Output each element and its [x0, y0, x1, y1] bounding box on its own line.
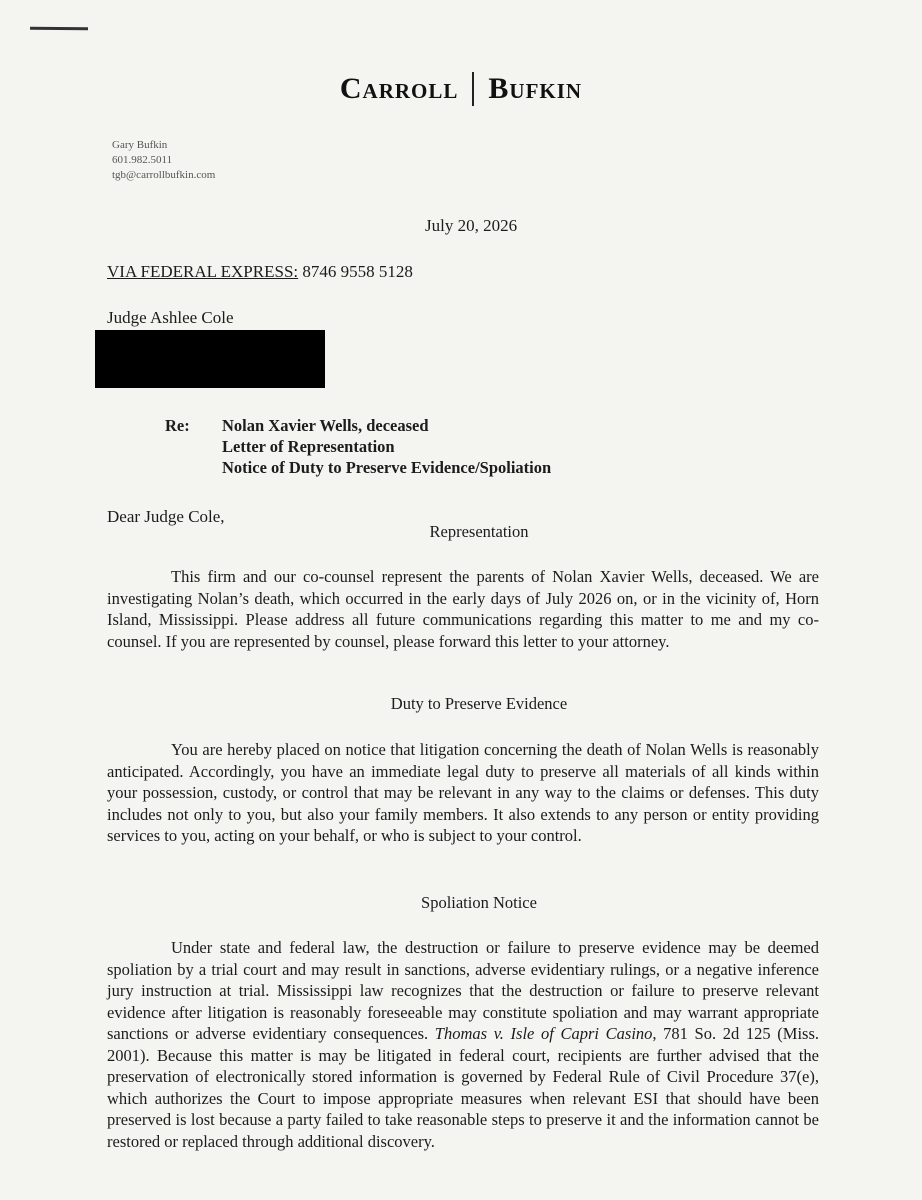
subject-line: Letter of Representation [222, 437, 395, 456]
sender-email: tgb@carrollbufkin.com [112, 169, 216, 181]
subject-line: Nolan Xavier Wells, deceased [222, 416, 429, 435]
section-heading: Spoliation Notice [421, 893, 537, 912]
section-heading: Representation [429, 522, 529, 541]
paragraph-text: , 781 So. 2d 125 (Miss. 2001). Because this matter is may be litigated in federal court, recipients are further advised that the preservation of electronically stored information is governed by Federal Rule of Civil Procedure 37(e), which authorizes the Court to impose appropriate measures when relevant ESI that should have been preserved is lost because a party failed to take reasonable steps to preserve it and the information cannot be restored or replaced through additional discovery. [107, 1024, 819, 1151]
letter-date: July 20, 2026 [425, 216, 518, 235]
corner-mark [30, 27, 88, 31]
re-label: Re: [165, 416, 190, 435]
tracking-number: 8746 9558 5128 [302, 262, 413, 281]
subject-block [165, 415, 551, 478]
section-paragraph: You are hereby placed on notice that litigation concerning the death of Nolan Wells is reasonably anticipated. Accordingly, you have an immediate legal duty to preserve all materials of all kinds within your possession, custody, or control that may be relevant in any way to the claims or defenses. This duty includes not only to you, but also your family members. It also extends to any person or entity providing services to you, acting on your behalf, or who is subject to your control. [107, 740, 819, 845]
letterhead-divider [472, 72, 474, 106]
letterhead [0, 72, 922, 106]
section-heading: Duty to Preserve Evidence [390, 694, 568, 713]
delivery-line [107, 262, 413, 282]
section-paragraph: This firm and our co-counsel represent the parents of Nolan Xavier Wells, deceased. We are investigating Nolan’s death, which occurred in the early days of July 2026 on, or in the vicinity of, Horn Island, Mississippi. Please address all future communications regarding this matter to me and my co-counsel. If you are represented by counsel, please forward this letter to your attorney. [107, 567, 819, 651]
sender-block [112, 138, 215, 183]
redaction-box [95, 330, 325, 388]
addressee-name: Judge Ashlee Cole [107, 308, 234, 327]
section-paragraph [107, 937, 819, 1152]
subject-line: Notice of Duty to Preserve Evidence/Spoliation [222, 458, 552, 477]
salutation: Dear Judge Cole, [107, 507, 225, 526]
delivery-method: VIA FEDERAL EXPRESS: [107, 262, 299, 281]
letterhead-right: Bufkin [488, 72, 583, 105]
sender-name: Gary Bufkin [112, 139, 168, 151]
case-citation: Thomas v. Isle of Capri Casino [434, 1024, 653, 1043]
letterhead-left: Carroll [339, 72, 459, 105]
paragraph-text: Under state and federal law, the destruction or failure to preserve evidence may be deemed spoliation by a trial court and may result in sanctions, adverse evidentiary rulings, or a negative inference jury instruction at trial. Mississippi law recognizes that the destruction or failure to preserve relevant evidence after litigation is reasonably foreseeable may constitute spoliation and may warrant appropriate sanctions or adverse evidentiary consequences. [107, 938, 819, 1043]
sender-phone: 601.982.5011 [112, 154, 173, 166]
